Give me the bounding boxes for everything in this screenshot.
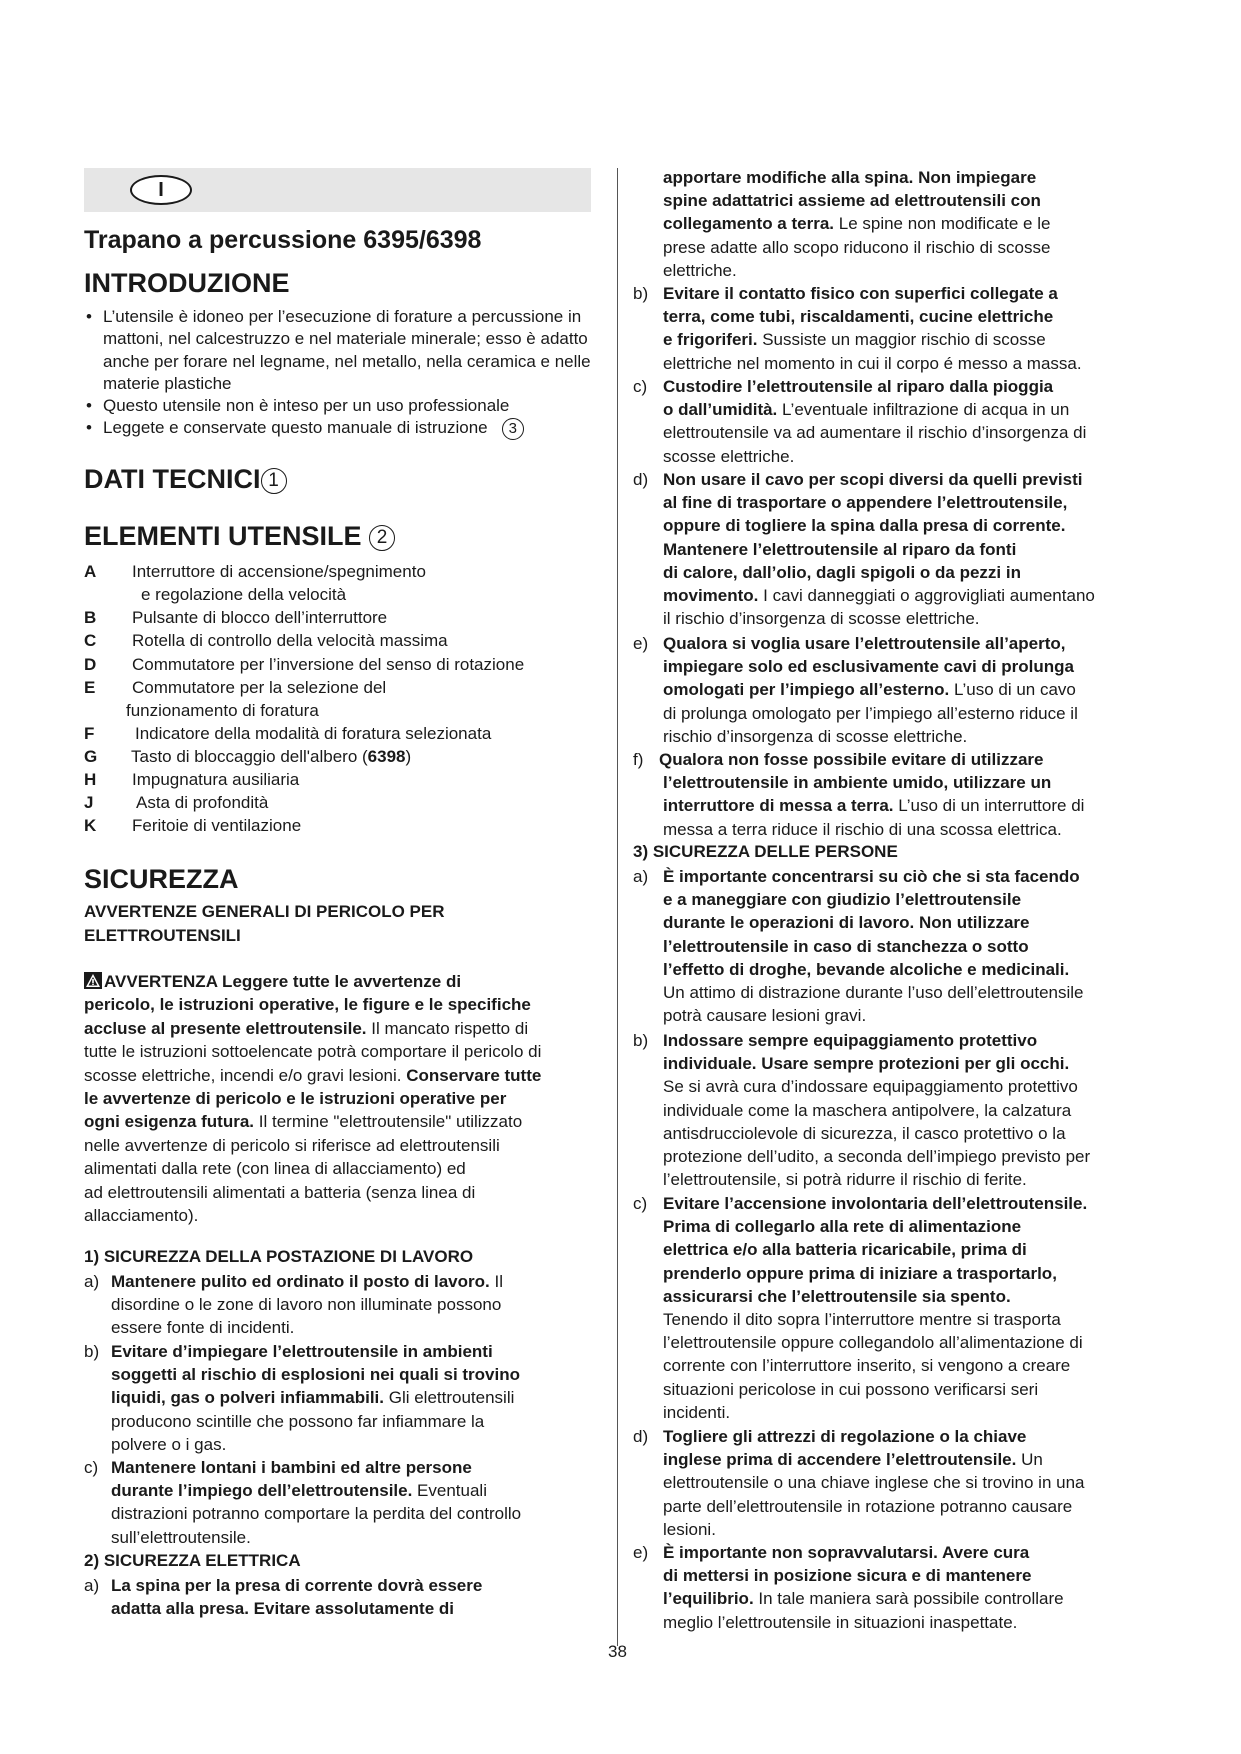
list-item: G Tasto di bloccaggio dell'albero (6398): [84, 747, 412, 766]
list-item: • Questo utensile non è inteso per un uso professionale: [84, 395, 604, 417]
figure-ref-3: 3: [502, 418, 524, 440]
list-item: A Interruttore di accensione/spegnimento e regolazione della velocità: [84, 562, 426, 604]
warning-paragraph: AVVERTENZA Leggere tutte le avvertenze di pericolo, le istruzioni operative, le figure e le specifiche accluse al presente elettroutensile. Il mancato rispetto di tutte le istruzioni sottoelencate potrà comportare il pericolo di scosse elettriche, incendi e/o gravi lesioni. Conservare tutte le avvertenze di pericolo e le istruzioni operative per ogni esigenza futura. Il termine "elettroutensile" utilizzato nelle avvertenze di pericolo si riferisce ad elettroutensili alimentati dalla rete (con linea di allacciamento) ed ad elettroutensili alimentati a batteria (senza linea di allacciamento).: [84, 972, 542, 1226]
section-3-heading: 3) SICUREZZA DELLE PERSONE: [633, 842, 898, 861]
list-item: K Feritoie di ventilazione: [84, 816, 302, 835]
elements-heading: ELEMENTI UTENSILE 2: [84, 521, 395, 552]
figure-ref-1: 1: [261, 468, 287, 494]
list-item: H Impugnatura ausiliaria: [84, 770, 300, 789]
section-2-heading: 2) SICUREZZA ELETTRICA: [84, 1551, 301, 1570]
list-item: B Pulsante di blocco dell’interruttore: [84, 608, 388, 627]
language-bar: [84, 168, 591, 212]
safety-subheading: AVVERTENZE GENERALI DI PERICOLO PER ELETTROUTENSILI: [84, 902, 445, 945]
intro-heading: INTRODUZIONE: [84, 268, 290, 298]
list-item: • L’utensile è idoneo per l’esecuzione di forature a percussione in mattoni, nel calcestruzzo e nel materiale minerale; esso è adatto anche per forare nel legname, nel metallo, nella ceramica e nelle materie plastiche: [84, 306, 593, 395]
list-item: F Indicatore della modalità di foratura selezionata: [84, 724, 492, 743]
tech-heading: DATI TECNICI 1: [84, 464, 287, 495]
page-title: Trapano a percussione 6395/6398: [84, 226, 482, 254]
list-item: D Commutatore per l’inversione del senso di rotazione: [84, 655, 525, 674]
list-item: • Leggete e conservate questo manuale di istruzione 3: [84, 417, 604, 440]
language-badge: I: [130, 175, 192, 205]
intro-list: [84, 306, 604, 440]
section-1-heading: 1) SICUREZZA DELLA POSTAZIONE DI LAVORO: [84, 1247, 474, 1266]
list-item: C Rotella di controllo della velocità massima: [84, 631, 448, 650]
figure-ref-2: 2: [369, 525, 395, 551]
column-divider: [617, 168, 618, 1646]
list-item: E Commutatore per la selezione del funzionamento di foratura: [84, 678, 387, 720]
list-item: J Asta di profondità: [84, 793, 269, 812]
safety-heading: SICUREZZA: [84, 864, 239, 894]
page-number: 38: [608, 1642, 627, 1661]
warning-triangle-icon: [84, 972, 102, 989]
